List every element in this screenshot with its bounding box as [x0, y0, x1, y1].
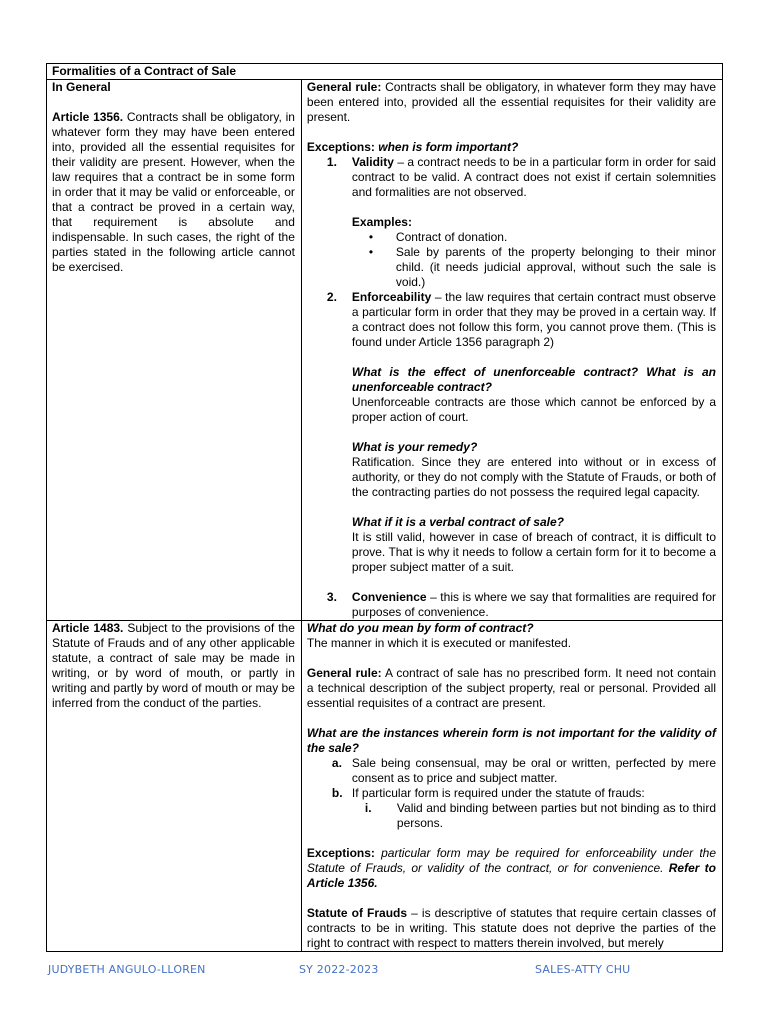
exceptions-question: when is form important? — [378, 140, 519, 154]
question: What do you mean by form of contract? — [306, 621, 534, 635]
question: What are the instances wherein form is not important for the validity of the sale? — [306, 726, 716, 755]
general-rule-paragraph — [307, 666, 716, 711]
list-item — [332, 786, 716, 801]
bullet-icon: • — [368, 245, 374, 259]
row2-right-cell — [301, 621, 722, 952]
statute-of-frauds-paragraph — [307, 906, 716, 951]
answer: Ratification. Since they are entered into without or in excess of authority, or they do not comply with the Statute of Frauds, or both of the contracting parties do not possess the required legal capacity. — [351, 455, 716, 499]
heading-in-general: In General — [52, 80, 111, 94]
table-row — [47, 80, 723, 621]
answer: The manner in which it is executed or manifested. — [306, 636, 572, 650]
item-text: – a contract needs to be in a particular form in order for said contract to be valid. A contract does not exist if certain solemnities and formalities are not observed. — [351, 155, 716, 199]
title-row — [47, 64, 723, 80]
list-item-text: Sale being consensual, may be oral or written, perfected by mere consent as to price and subject matter. — [351, 756, 716, 785]
article-1356-paragraph — [52, 110, 295, 275]
list-number: 3. — [326, 590, 337, 604]
row1-right-cell — [301, 80, 722, 621]
general-rule-paragraph — [307, 80, 716, 125]
list-item-body — [352, 155, 716, 200]
item-text: – this is where we say that formalities are required for purposes of convenience. — [351, 590, 716, 619]
list-letter: b. — [331, 786, 343, 800]
list-item — [332, 756, 716, 786]
exceptions-heading — [307, 140, 716, 155]
answer: It is still valid, however in case of breach of contract, it is difficult to prove. That is why it needs to follow a certain form for it to become a proper subject matter of a suit. — [351, 530, 716, 574]
list-item-body — [352, 290, 716, 350]
examples-heading — [352, 215, 716, 230]
list-item — [369, 230, 716, 245]
general-rule-text: A contract of sale has no prescribed form. It need not contain a technical description of the subject property, real or personal. Provided all essential requisites of a contract are present. — [306, 666, 717, 710]
exceptions-label: Exceptions: — [306, 140, 375, 154]
footer-school-year: SY 2022-2023 — [299, 963, 379, 976]
exceptions-text: particular form may be required for enforceability under the Statute of Frauds, or validity of the contract, or for convenience. — [306, 846, 716, 875]
footer-author: JUDYBETH ANGULO-LLOREN — [48, 963, 206, 976]
table-row — [47, 621, 723, 952]
sof-text: – is descriptive of statutes that require certain classes of contracts to be in writing. This statute does not deprive the parties of the right to contract with respect to matters therein involved, but merely — [306, 906, 716, 950]
article-1483-paragraph — [52, 621, 295, 711]
item-label: Convenience — [351, 590, 427, 604]
bullet-text: Sale by parents of the property belonging to their minor child. (it needs judicial approval, without such the sale is void.) — [395, 245, 716, 289]
exceptions-ref: Refer to Article 1356. — [306, 861, 716, 890]
page-footer — [48, 963, 720, 979]
question: What is the effect of unenforceable contract? What is an unenforceable contract? — [351, 365, 716, 394]
article-text: Subject to the provisions of the Statute of Frauds and of any other applicable statute, a contract of sale may be made in writing, or by word of mouth, or partly in writing and partly by word of mouth or may be inferred from the conduct of the parties. — [52, 621, 295, 710]
article-text: Contracts shall be obligatory, in whatever form they may have been entered into, provided all the essential requisites for their validity are present. However, when the law requires that a contract be in some form in order that it may be valid or enforceable, or that a contract be proved in a certain way, that requirement is absolute and indispensable. In such cases, the right of the parties stated in the following article cannot be exercised. — [52, 110, 295, 274]
bullet-icon: • — [368, 230, 374, 244]
document-table — [46, 63, 723, 952]
answer: Unenforceable contracts are those which cannot be enforced by a proper action of court. — [351, 395, 716, 424]
item-label: Enforceability — [351, 290, 432, 304]
list-number: 1. — [326, 155, 337, 169]
item-text: – the law requires that certain contract must observe a particular form in order that they may be proved in a certain way. If a contract does not follow this form, you cannot prove them. (This is found under Article 1356 paragraph 2) — [351, 290, 716, 349]
list-letter: a. — [331, 756, 342, 770]
general-rule-label: General rule: — [306, 80, 382, 94]
list-item — [327, 155, 716, 200]
list-item — [327, 290, 716, 350]
article-label: Article 1483. — [52, 621, 124, 635]
question: What is your remedy? — [351, 440, 478, 454]
list-item-text: Valid and binding between parties but not binding as to third persons. — [396, 801, 716, 830]
sof-label: Statute of Frauds — [306, 906, 408, 920]
general-rule-label: General rule: — [306, 666, 382, 680]
bullet-text: Contract of donation. — [395, 230, 508, 244]
footer-course: SALES-ATTY CHU — [535, 963, 631, 976]
list-number: 2. — [326, 290, 337, 304]
list-item — [369, 245, 716, 290]
row1-left-cell — [47, 80, 302, 621]
general-rule-text: Contracts shall be obligatory, in whatever form they may have been entered into, provided all the essential requisites for their validity are present. — [306, 80, 717, 124]
list-roman: i. — [364, 801, 372, 815]
list-item-body — [352, 590, 716, 620]
exceptions-paragraph — [307, 846, 716, 891]
section-heading — [52, 80, 295, 95]
qa-block — [352, 365, 716, 575]
list-item — [365, 801, 716, 831]
item-label: Validity — [351, 155, 394, 169]
document-title: Formalities of a Contract of Sale — [47, 64, 723, 80]
list-item-text: If particular form is required under the statute of frauds: — [351, 786, 645, 800]
row2-left-cell — [47, 621, 302, 952]
exceptions-label: Exceptions: — [306, 846, 375, 860]
list-item — [327, 590, 716, 620]
question: What if it is a verbal contract of sale? — [351, 515, 564, 529]
article-label: Article 1356. — [52, 110, 124, 124]
examples-label: Examples: — [351, 215, 412, 229]
